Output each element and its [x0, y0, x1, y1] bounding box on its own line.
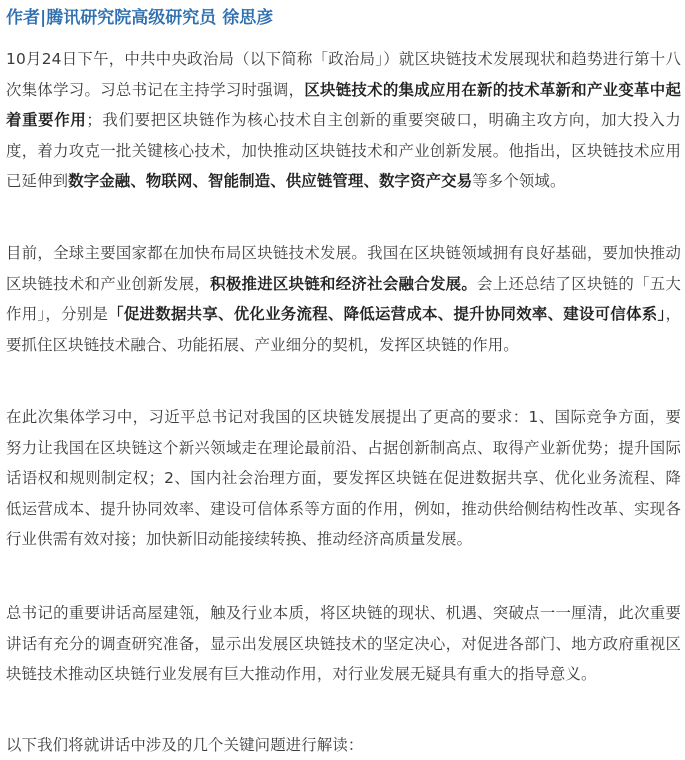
paragraph-5 [6, 730, 681, 760]
body-text: 总书记的重要讲话高屋建瓴，触及行业本质，将区块链的现状、机遇、突破点一一厘清，此次重要讲话有充分的调查研究准备，显示出发展区块链技术的坚定决心，对促进各部门、地方政府重视区块链技术推动区块链行业发展有巨大推动作用，对行业发展无疑具有重大的指导意义。 [6, 604, 681, 683]
byline-author: 徐思彦 [222, 8, 274, 28]
paragraph-3 [6, 402, 681, 555]
emphasis-text: 数字金融、物联网、智能制造、供应链管理、数字资产交易 [68, 172, 473, 190]
body-text: 10月24日下午，中共中央政治局（以下简称「政治局」）就区块链技术发展现状和趋势进行第十八次集体学习。习总书记在主持学习时强调， [6, 50, 681, 99]
byline: 作者|腾讯研究院高级研究员 徐思彦 [6, 8, 274, 28]
byline-label: 作者 [6, 8, 40, 28]
body-text: 以下我们将就讲话中涉及的几个关键问题进行解读： [6, 736, 364, 754]
body-text: ，要抓住区块链技术融合、功能拓展、产业细分的契机，发挥区块链的作用。 [6, 305, 682, 354]
paragraph-4 [6, 598, 681, 690]
paragraph-1 [6, 44, 681, 197]
body-text: 在此次集体学习中，习近平总书记对我国的区块链发展提出了更高的要求：1、国际竞争方面，要努力让我国在区块链这个新兴领域走在理论最前沿、占据创新制高点、取得产业新优势；提升国际话语权和规则制定权；2、国内社会治理方面，要发挥区块链在促进数据共享、优化业务流程、降低运营成本、提升协同效率、建设可信体系等方面的作用，例如，推动供给侧结构性改革、实现各行业供需有效对接；加快新旧动能接续转换、推动经济高质量发展。 [6, 408, 681, 548]
body-text: ；我们要把区块链作为核心技术自主创新的重要突破口，明确主攻方向，加大投入力度，着力攻克一批关键核心技术，加快推动区块链技术和产业创新发展。他指出，区块链技术应用已延伸到 [6, 111, 681, 190]
body-text: 会上还总结了区块链的「五大作用」，分别是 [6, 274, 681, 323]
paragraph-2 [6, 238, 681, 360]
byline-organization: 腾讯研究院高级研究员 [46, 8, 217, 28]
emphasis-text: 积极推进区块链和经济社会融合发展。 [210, 274, 478, 293]
emphasis-text: 「促进数据共享、优化业务流程、降低运营成本、提升协同效率、建设可信体系」 [108, 305, 666, 323]
body-text: 目前，全球主要国家都在加快布局区块链技术发展。我国在区块链领域拥有良好基础，要加快推动区块链技术和产业创新发展， [6, 244, 681, 293]
body-text: 等多个领域。 [472, 172, 566, 190]
emphasis-text: 区块链技术的集成应用在新的技术革新和产业变革中起着重要作用 [6, 80, 681, 129]
